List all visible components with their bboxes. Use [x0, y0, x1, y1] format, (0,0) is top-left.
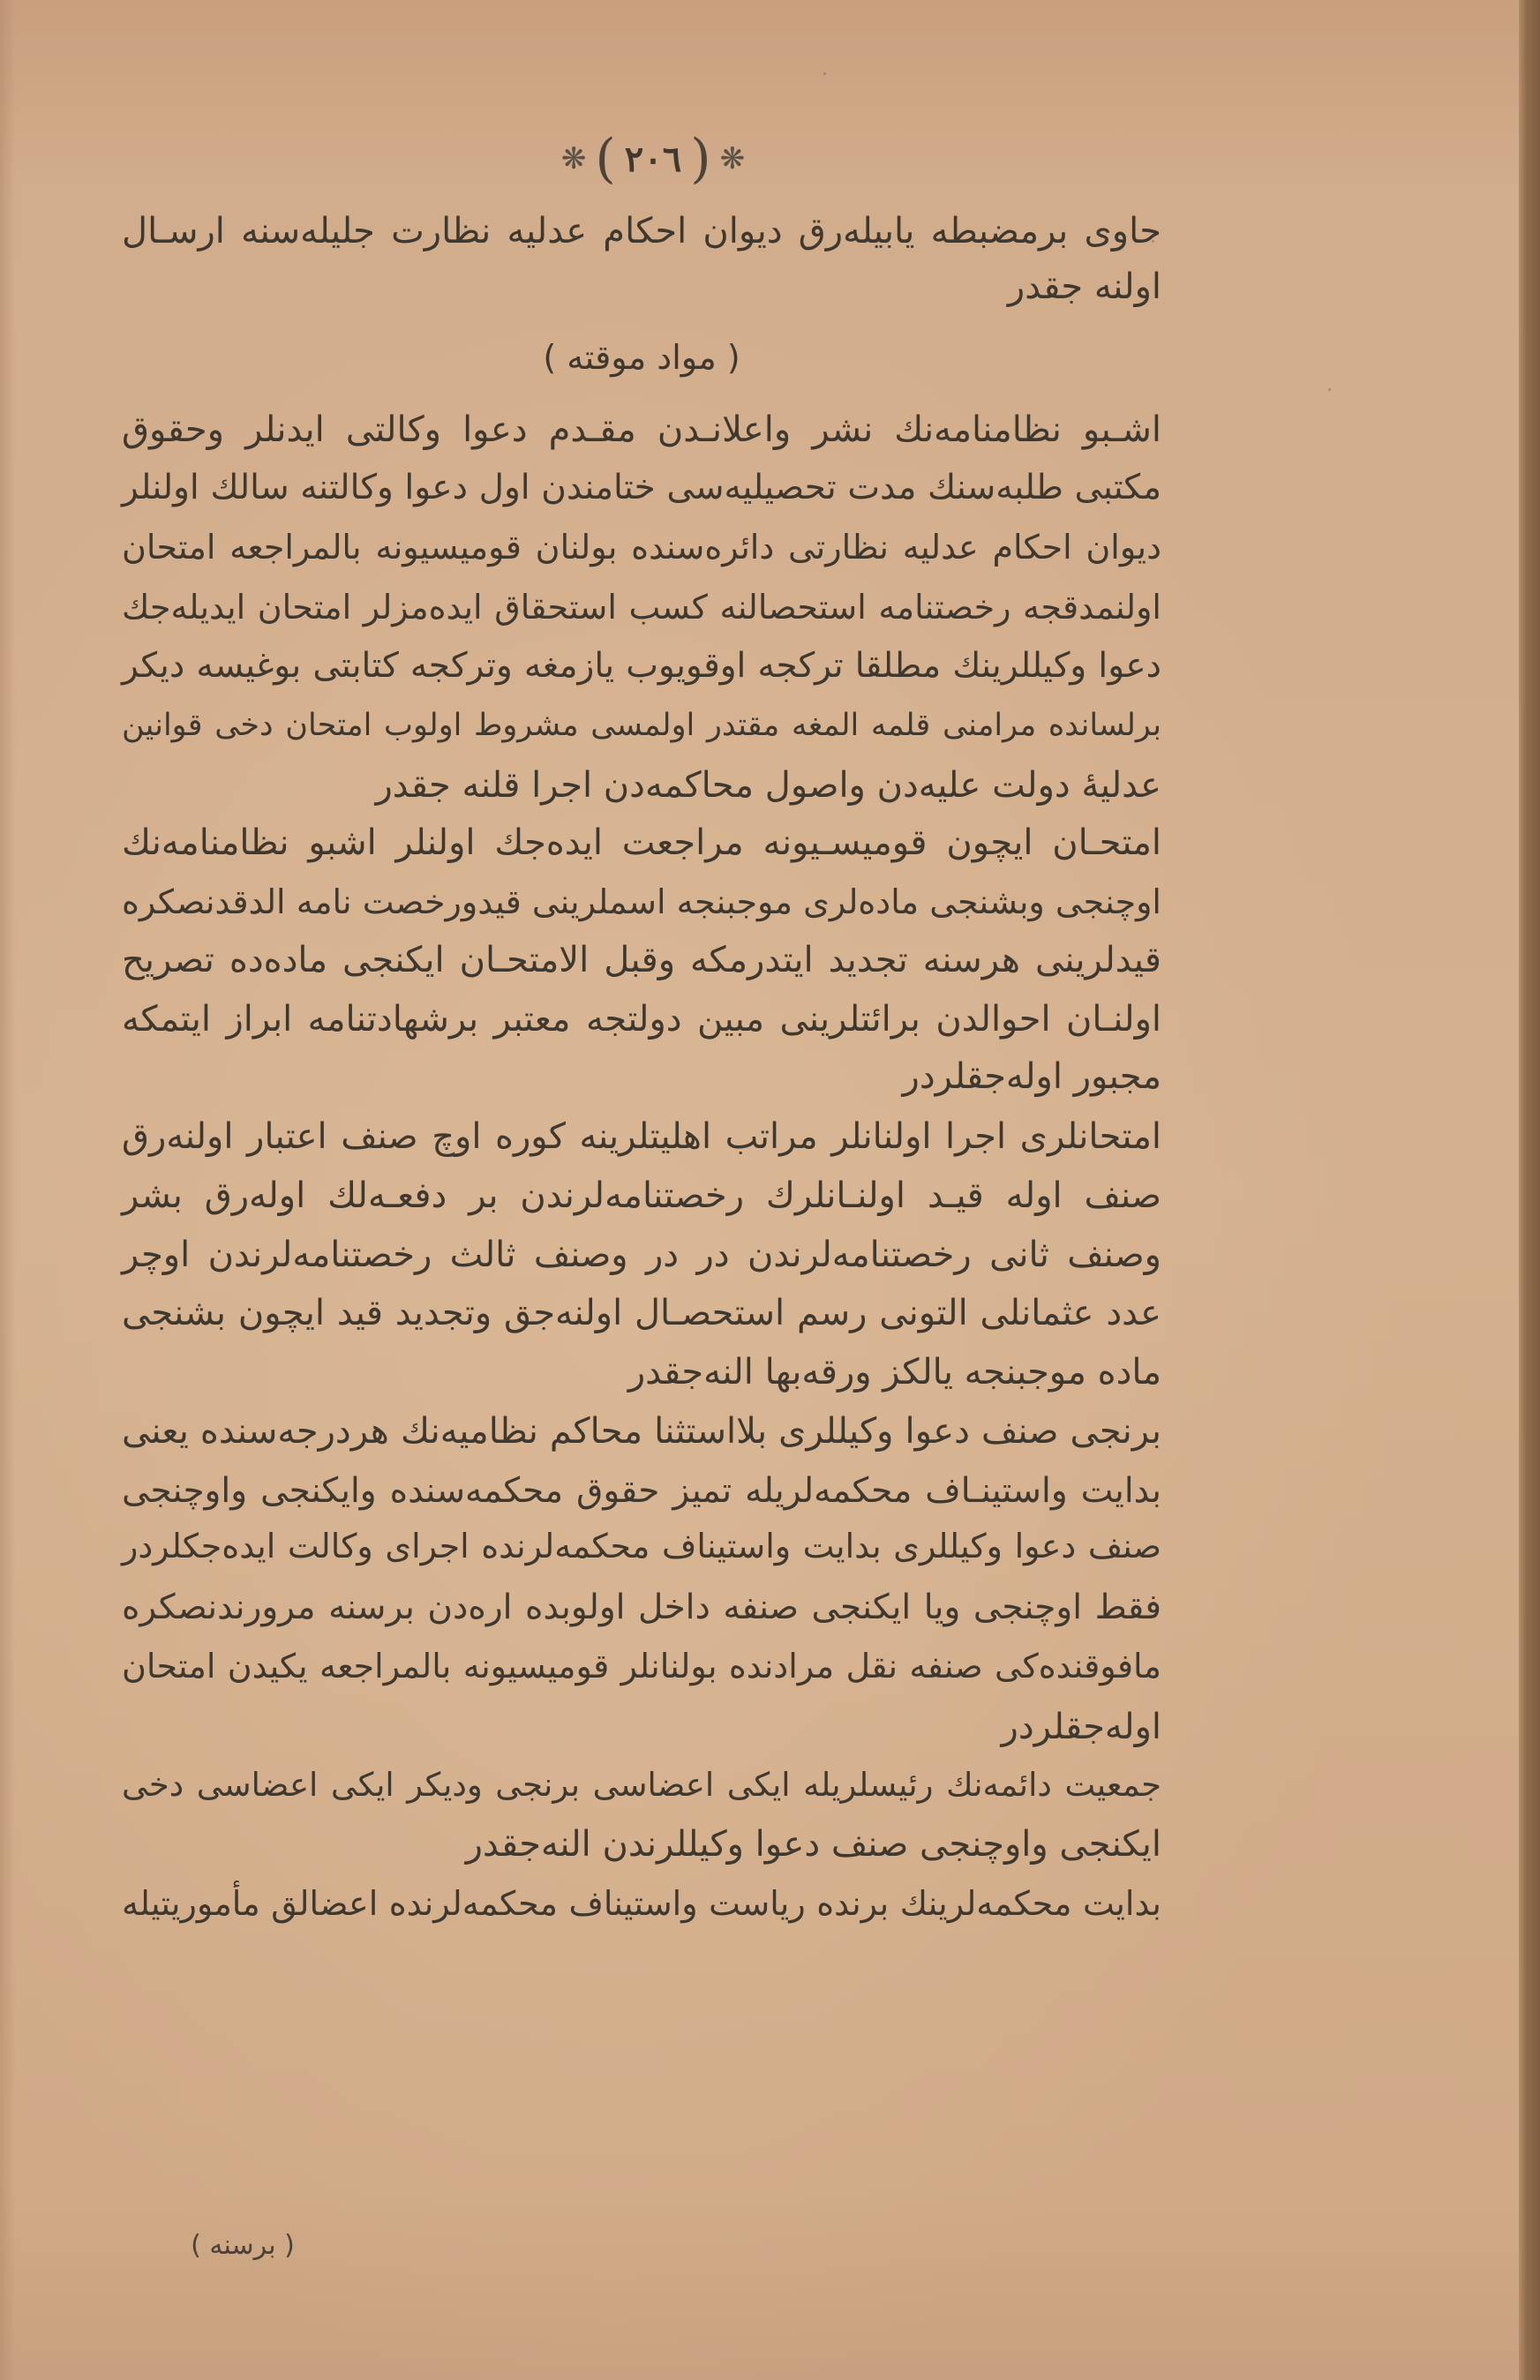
- text-line: حاوى برمضبطه يابيلەرق ديوان احكام عدليه نظارت جليلەسنه ارسـال: [122, 211, 1161, 252]
- text-line: مافوقنده‌كى صنفه نقل مرادنده بولنانلر قوميسيونه بالمراجعه يكيدن امتحان: [122, 1647, 1161, 1686]
- text-line: اولنـان احوالدن برائتلرينى مبين دولتجه معتبر برشهادتنامه ابراز ايتمكه: [122, 999, 1161, 1040]
- section-heading: ( مواد موقته ): [543, 338, 740, 377]
- text-line: وصنف ثانى رخصتنامه‌لرندن در در وصنف ثالث رخصتنامه‌لرندن اوچر: [122, 1235, 1161, 1275]
- header-paren-close: ): [690, 128, 711, 190]
- text-line: اولنمدقجه رخصتنامه استحصالنه كسب استحقاق ايده‌مزلر امتحان ايديله‌جك: [122, 588, 1161, 627]
- ornament-left-icon: ❋: [560, 141, 587, 176]
- text-line: عدد عثمانلى التونى رسم استحصـال اولنه‌جق وتجديد قيد ايچون بشنجى: [122, 1293, 1161, 1333]
- text-line: برلسانده مرامنى قلمه المغه مقتدر اولمسى مشروط اولوب امتحان دخى قوانين: [122, 708, 1161, 743]
- text-line: اوله‌جقلردر: [1001, 1707, 1161, 1747]
- paper-speck: [1152, 240, 1154, 243]
- text-line: ايكنجى واوچنجى صنف دعوا وكيللرندن النه‌جقدر: [465, 1824, 1161, 1865]
- text-line: صنف اوله قيـد اولنـانلرك رخصتنامه‌لرندن بر دفعـه‌لك اوله‌رق بشر: [122, 1175, 1161, 1216]
- text-line: اولنه جقدر: [1007, 267, 1161, 307]
- text-line: فقط اوچنجى ويا ايكنجى صنفه داخل اولوبده ارەدن برسنه مرورندنصكره: [122, 1588, 1161, 1627]
- text-line: قيدلرينى هرسنه تجديد ايتدرمكه وقبل الامتحـان ايكنجى ماده‌ده تصريح: [122, 940, 1161, 980]
- paper-speck: [823, 72, 826, 75]
- text-line: برنجى صنف دعوا وكيللرى بلااستثنا محاكم نظاميه‌نك هردرجه‌سنده يعنى: [122, 1411, 1161, 1452]
- text-line: امتحـان ايچون قوميسـيونه مراجعت ايده‌جك اولنلر اشبو نظامنامه‌نك: [122, 822, 1161, 863]
- text-line: بدايت محكمه‌لرينك برنده رياست واستيناف محكمه‌لرنده اعضالق مأموريتيله: [122, 1884, 1161, 1923]
- text-line: امتحانلرى اجرا اولنانلر مراتب اهليتلرينه كوره اوچ صنف اعتبار اولنه‌رق: [122, 1116, 1161, 1157]
- text-line: اوچنجى وبشنجى ماده‌لرى موجبنجه اسملرينى قيدورخصت نامه الدقدنصكره: [122, 882, 1161, 921]
- text-line: صنف دعوا وكيللرى بدايت واستيناف محكمه‌لرنده اجراى وكالت ايده‌جكلردر: [122, 1527, 1161, 1565]
- page-left-edge: [0, 0, 16, 2380]
- text-line: دعوا وكيللرينك مطلقا تركجه اوقويوب يازمغه وتركجه كتابتى بوغيسه ديكر: [122, 646, 1161, 686]
- page-header: [530, 124, 777, 194]
- header-paren-open: (: [595, 128, 616, 190]
- text-line: مجبور اوله‌جقلردر: [902, 1056, 1161, 1097]
- text-line: ديوان احكام عدليه نظارتى دائره‌سنده بولنان قوميسيونه بالمراجعه امتحان: [122, 528, 1161, 567]
- text-line: عدليهٔ دولت عليه‌دن واصول محاكمه‌دن اجرا قلنه جقدر: [375, 765, 1161, 806]
- text-line: مكتبى طلبه‌سنك مدت تحصيليه‌سى ختامندن اول دعوا وكالتنه سالك اولنلر: [122, 468, 1161, 507]
- page-binding-edge: [1519, 0, 1540, 2380]
- paper-speck: [1328, 388, 1331, 391]
- page-number: ٢٠٦: [624, 138, 682, 180]
- catchword: ( برسنه ): [191, 2230, 295, 2261]
- text-line: ماده موجبنجه يالكز ورقه‌بها النه‌جقدر: [627, 1352, 1161, 1393]
- text-line: جمعيت دائمه‌نك رئيسلريله ايكى اعضاسى برنجى وديكر ايكى اعضاسى دخى: [122, 1766, 1161, 1804]
- ornament-right-icon: ❋: [719, 141, 746, 176]
- text-line: بدايت واستينـاف محكمه‌لريله تميز حقوق محكمه‌سنده وايكنجى واوچنجى: [122, 1471, 1161, 1511]
- text-line: اشـبو نظامنامه‌نك نشر واعلانـدن مقـدم دعوا وكالتى ايدنلر وحقوق: [122, 409, 1161, 450]
